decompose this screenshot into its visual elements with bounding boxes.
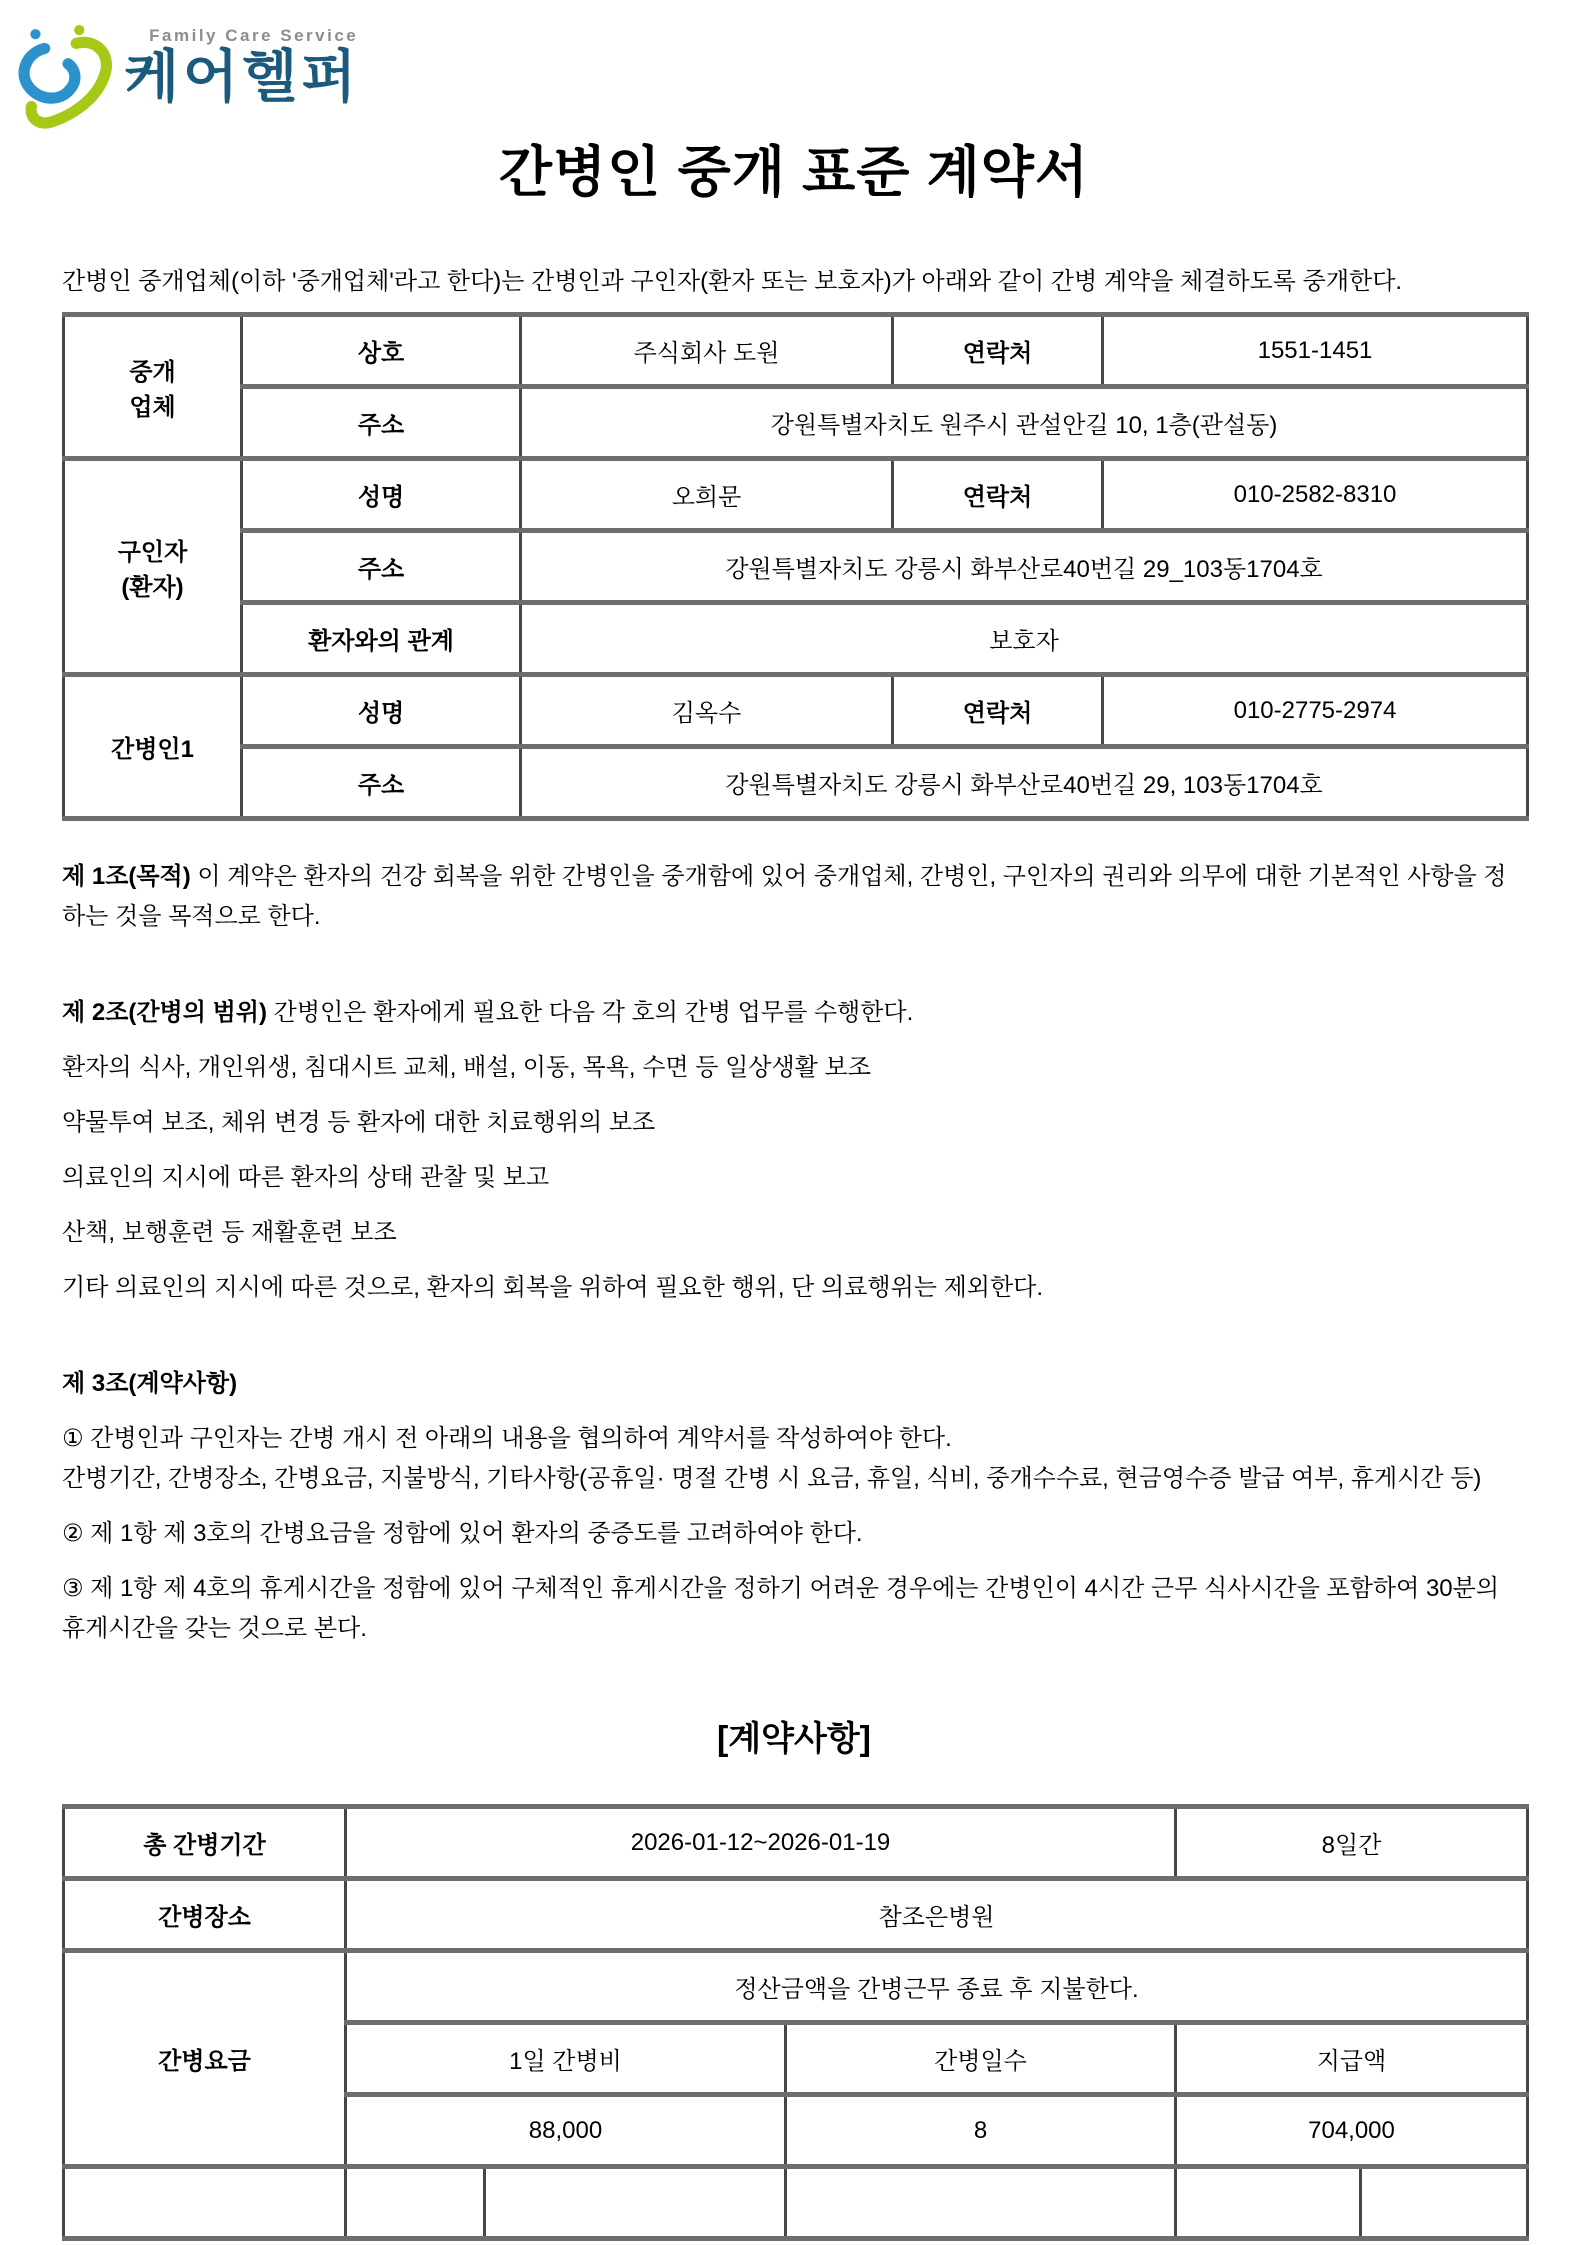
value-cell: 참조은병원 (346, 1879, 1528, 1951)
article-2 (62, 993, 1526, 1033)
label-cell: 주소 (242, 531, 521, 603)
article-2-item: 약물투여 보조, 체위 변경 등 환자에 대한 치료행위의 보조 (62, 1109, 656, 1136)
article-2-heading: 제 2조(간병의 범위) (62, 999, 267, 1026)
label-cell: 주소 (242, 387, 521, 459)
contract-terms-table (62, 1804, 1529, 2241)
fee-value-cell: 8 (786, 2095, 1176, 2167)
article-1 (62, 857, 1526, 937)
article-1-body: 이 계약은 환자의 건강 회복을 위한 간병인을 중개함에 있어 중개업체, 간병인, 구인자의 권리와 의무에 대한 기본적인 사항을 정하는 것을 목적으로 한다. (62, 863, 1507, 930)
label-cell: 총 간병기간 (64, 1807, 346, 1879)
article-2-item: 의료인의 지시에 따른 환자의 상태 관찰 및 보고 (62, 1164, 550, 1191)
label-cell: 주소 (242, 747, 521, 819)
logo-text-block (124, 18, 360, 108)
value-cell: 010-2775-2974 (1103, 675, 1528, 747)
article-2-item: 환자의 식사, 개인위생, 침대시트 교체, 배설, 이동, 목욕, 수면 등 일상생활 보조 (62, 1054, 871, 1081)
value-cell: 오희문 (521, 459, 893, 531)
page-title: 간병인 중개 표준 계약서 (498, 141, 1090, 203)
fee-label-cell: 간병요금 (64, 1951, 346, 2167)
label-cell: 성명 (242, 459, 521, 531)
value-cell: 김옥수 (521, 675, 893, 747)
mediator-group-cell (64, 315, 242, 459)
label-cell: 연락처 (893, 675, 1103, 747)
care-helper-logo (14, 18, 360, 130)
table-row (64, 675, 1528, 747)
empty-cell (1361, 2167, 1528, 2239)
employer-group-cell (64, 459, 242, 675)
empty-cell (1176, 2167, 1361, 2239)
article-3-heading: 제 3조(계약사항) (62, 1370, 238, 1397)
article-2-body: 간병인은 환자에게 필요한 다음 각 호의 간병 업무를 수행한다. (273, 999, 914, 1026)
clause-1-detail: 간병기간, 간병장소, 간병요금, 지불방식, 기타사항(공휴일· 명절 간병 시 요금, 휴일, 식비, 중개수수료, 현금영수증 발급 여부, 휴게시간 등) (62, 1465, 1482, 1492)
employer-group-line1: 구인자 (117, 538, 188, 566)
table-row-partial (64, 2167, 1528, 2239)
article-3-clause-2: ② 제 1항 제 3호의 간병요금을 정함에 있어 환자의 중증도를 고려하여야 한다. (62, 1520, 863, 1547)
empty-cell (64, 2167, 346, 2239)
logo-brand-name: 케어헬퍼 (124, 45, 361, 109)
label-cell: 환자와의 관계 (242, 603, 521, 675)
fee-value-cell: 704,000 (1176, 2095, 1528, 2167)
table-row (64, 315, 1528, 387)
table-row (64, 1807, 1528, 1879)
table-row (64, 459, 1528, 531)
table-row (64, 531, 1528, 603)
fee-header-cell: 간병일수 (786, 2023, 1176, 2095)
fee-header-cell: 1일 간병비 (346, 2023, 786, 2095)
value-cell: 강원특별자치도 강릉시 화부산로40번길 29, 103동1704호 (521, 747, 1528, 819)
table-row (64, 747, 1528, 819)
label-cell: 성명 (242, 675, 521, 747)
article-2-item: 기타 의료인의 지시에 따른 것으로, 환자의 회복을 위하여 필요한 행위, 단 의료행위는 제외한다. (62, 1274, 1044, 1301)
fee-note-cell: 정산금액을 간병근무 종료 후 지불한다. (346, 1951, 1528, 2023)
label-cell: 연락처 (893, 315, 1103, 387)
articles-section (62, 857, 1526, 1649)
value-cell: 강원특별자치도 원주시 관설안길 10, 1층(관설동) (521, 387, 1528, 459)
caregiver-group-cell: 간병인1 (64, 675, 242, 819)
value-cell: 8일간 (1176, 1807, 1528, 1879)
fee-value-cell: 88,000 (346, 2095, 786, 2167)
empty-cell (485, 2167, 786, 2239)
empty-cell (346, 2167, 485, 2239)
mediator-group-line2: 업체 (129, 393, 176, 421)
mediator-group-line1: 중개 (129, 358, 176, 386)
value-cell: 2026-01-12~2026-01-19 (346, 1807, 1176, 1879)
fee-header-cell: 지급액 (1176, 2023, 1528, 2095)
clause-1-text: ① 간병인과 구인자는 간병 개시 전 아래의 내용을 협의하여 계약서를 작성하여야 한다. (62, 1425, 952, 1452)
value-cell: 강원특별자치도 강릉시 화부산로40번길 29_103동1704호 (521, 531, 1528, 603)
article-3-clause-1 (62, 1419, 1526, 1499)
value-cell: 주식회사 도원 (521, 315, 893, 387)
contract-terms-heading: [계약사항] (716, 1720, 872, 1758)
table-row (64, 1879, 1528, 1951)
document-header (0, 0, 1588, 252)
value-cell: 010-2582-8310 (1103, 459, 1528, 531)
table-row (64, 603, 1528, 675)
label-cell: 상호 (242, 315, 521, 387)
table-row (64, 1951, 1528, 2023)
value-cell: 1551-1451 (1103, 315, 1528, 387)
employer-group-line2: (환자) (121, 573, 184, 601)
label-cell: 간병장소 (64, 1879, 346, 1951)
label-cell: 연락처 (893, 459, 1103, 531)
intro-paragraph: 간병인 중개업체(이하 '중개업체'라고 한다)는 간병인과 구인자(환자 또는 보호자)가 아래와 같이 간병 계약을 체결하도록 중개한다. (62, 268, 1403, 295)
article-3-clause-3: ③ 제 1항 제 4호의 휴게시간을 정함에 있어 구체적인 휴게시간을 정하기 어려운 경우에는 간병인이 4시간 근무 식사시간을 포함하여 30분의 휴게시간을 갖는 것으로 본다. (62, 1575, 1500, 1642)
value-cell: 보호자 (521, 603, 1528, 675)
table-row (64, 387, 1528, 459)
logo-tagline: Family Care Service (149, 26, 359, 45)
parties-table (62, 312, 1529, 821)
article-2-item: 산책, 보행훈련 등 재활훈련 보조 (62, 1219, 397, 1246)
empty-cell (786, 2167, 1176, 2239)
care-helper-logo-mark-icon (14, 24, 114, 130)
article-1-heading: 제 1조(목적) (62, 863, 191, 890)
